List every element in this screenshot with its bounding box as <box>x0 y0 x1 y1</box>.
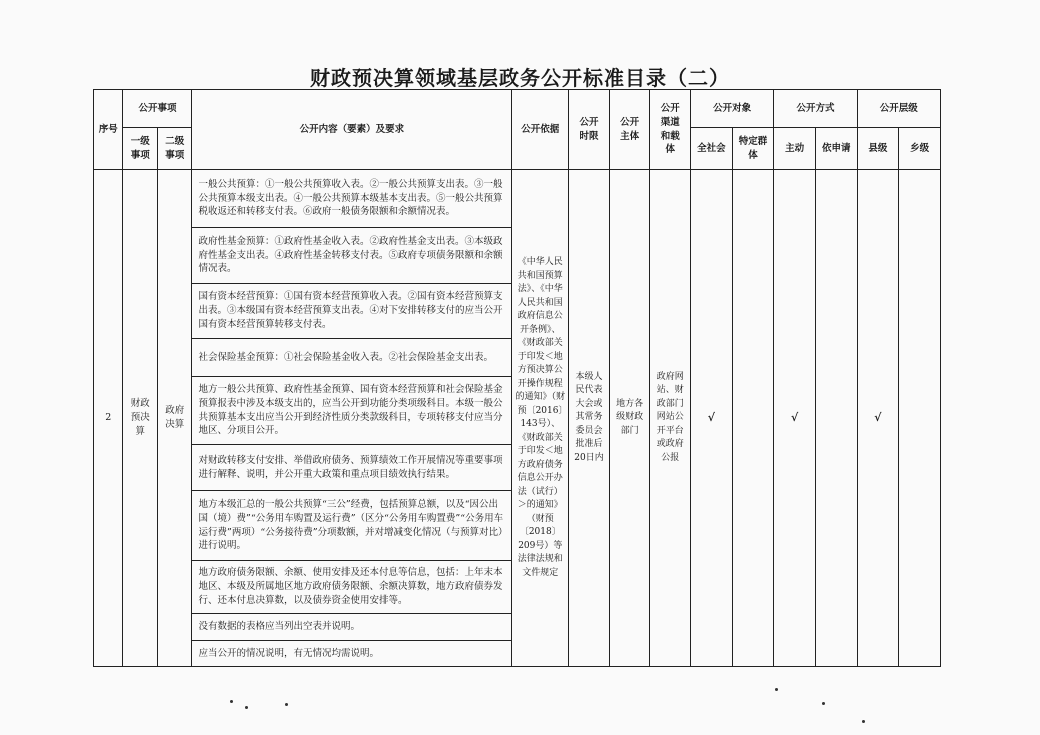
header-items: 公开事项 <box>123 90 192 128</box>
cell-specific-group <box>732 170 774 667</box>
header-content: 公开内容（要素）及要求 <box>192 90 512 170</box>
header-active: 主动 <box>774 128 816 170</box>
row-subject: 地方各级财政部门 <box>609 170 650 667</box>
table-row <box>94 170 941 228</box>
header-channel: 公开渠道和载体 <box>650 90 691 170</box>
header-subject: 公开主体 <box>609 90 650 170</box>
header-county: 县级 <box>857 128 899 170</box>
content-item: 一般公共预算：①一般公共预算收入表。②一般公共预算支出表。③一般公共预算本级支出表。④一般公共预算本级基本支出表。⑤一般公共预算税收返还和转移支付表。⑥政府一般债务限额和余额情况表。 <box>192 170 512 228</box>
scan-speck <box>230 700 233 703</box>
cell-on-request <box>815 170 857 667</box>
row-level1: 财政预决算 <box>123 170 158 667</box>
header-method: 公开方式 <box>774 90 857 128</box>
row-seq: 2 <box>94 170 123 667</box>
check-county: √ <box>857 170 899 667</box>
header-township: 乡级 <box>899 128 941 170</box>
content-item: 没有数据的表格应当列出空表并说明。 <box>192 614 512 641</box>
header-level2: 二级事项 <box>157 128 192 170</box>
header-specific-group: 特定群体 <box>732 128 774 170</box>
scan-speck <box>775 688 778 691</box>
scan-speck <box>245 706 248 709</box>
content-item: 社会保险基金预算：①社会保险基金收入表。②社会保险基金支出表。 <box>192 339 512 377</box>
header-all-society: 全社会 <box>691 128 733 170</box>
content-item: 应当公开的情况说明，有无情况均需说明。 <box>192 641 512 667</box>
catalog-table <box>93 89 941 667</box>
content-item: 地方政府债务限额、余额、使用安排及还本付息等信息，包括：上年末本地区、本级及所属地区地方政府债务限额、余额决算数，地方政府债券发行、还本付息决算数，以及债券资金使用安排等。 <box>192 561 512 614</box>
header-level: 公开层级 <box>857 90 940 128</box>
content-item: 对财政转移支付安排、举借政府债务、预算绩效工作开展情况等重要事项进行解释、说明，并公开重大政策和重点项目绩效执行结果。 <box>192 445 512 491</box>
row-channel: 政府网站、财政部门网站公开平台或政府公报 <box>650 170 691 667</box>
header-on-request: 依申请 <box>815 128 857 170</box>
cell-township <box>899 170 941 667</box>
page-title: 财政预决算领域基层政务公开标准目录（二） <box>310 66 730 90</box>
header-seq: 序号 <box>94 90 123 170</box>
content-item: 政府性基金预算：①政府性基金收入表。②政府性基金支出表。③本级政府性基金支出表。④政府性基金转移支付表。⑤政府专项债务限额和余额情况表。 <box>192 228 512 284</box>
scan-speck <box>862 720 865 723</box>
check-active: √ <box>774 170 816 667</box>
content-item: 国有资本经营预算：①国有资本经营预算收入表。②国有资本经营预算支出表。③本级国有资本经营预算支出表。④对下安排转移支付的应当公开国有资本经营预算转移支付表。 <box>192 284 512 339</box>
header-level1: 一级事项 <box>123 128 158 170</box>
header-row-1 <box>94 90 941 128</box>
header-time-limit: 公开时限 <box>569 90 610 170</box>
scan-speck <box>285 703 288 706</box>
header-audience: 公开对象 <box>691 90 774 128</box>
row-time-limit: 本级人民代表大会或其常务委员会批准后20日内 <box>569 170 610 667</box>
row-basis: 《中华人民共和国预算法》、《中华人民共和国政府信息公开条例》、《财政部关于印发＜地方预决算公开操作规程的通知》（财预〔2016〕143号）、《财政部关于印发＜地方政府债务信息公开办法（试行）＞的通知》（财预〔2018〕209号）等法律法规和文件规定 <box>512 170 569 667</box>
content-item: 地方本级汇总的一般公共预算“三公”经费，包括预算总额，以及“因公出国（境）费”“公务用车购置及运行费”（区分“公务用车购置费”“公务用车运行费”两项）“公务接待费”分项数额，并对增减变化情况（与预算对比）进行说明。 <box>192 491 512 561</box>
scan-speck <box>822 702 825 705</box>
header-basis: 公开依据 <box>512 90 569 170</box>
content-item: 地方一般公共预算、政府性基金预算、国有资本经营预算和社会保险基金预算报表中涉及本级支出的，应当公开到功能分类项级科目。本级一般公共预算基本支出应当公开到经济性质分类款级科目，专项转移支付应当分地区、分项目公开。 <box>192 377 512 445</box>
row-level2: 政府决算 <box>157 170 192 667</box>
check-all-society: √ <box>691 170 733 667</box>
